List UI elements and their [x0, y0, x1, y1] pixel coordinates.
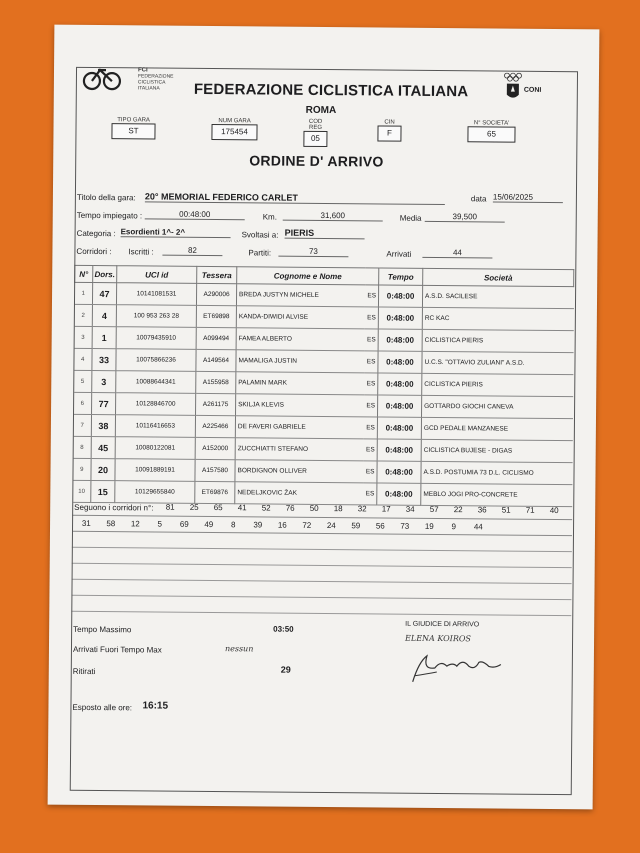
giudice-label: IL GIUDICE DI ARRIVO [405, 620, 480, 629]
col-header-uci: UCI id [117, 266, 197, 284]
city-label: ROMA [305, 104, 337, 117]
name-cell: NEDELJKOVIC ŽAK [235, 482, 363, 505]
following-rider-number: 17 [381, 504, 391, 514]
following-rider-number: 8 [231, 520, 236, 530]
following-rider-number: 81 [165, 502, 175, 512]
dors-cell: 47 [92, 282, 116, 304]
tessera-cell: A157580 [195, 459, 235, 481]
following-rider-number: 36 [477, 505, 487, 515]
pos-cell: 10 [73, 480, 91, 502]
societa-cell: GCD PEDALE MANZANESE [421, 417, 572, 440]
tempo-max-value: 03:50 [273, 624, 294, 634]
name-cell: MAMALIGA JUSTIN [236, 350, 364, 373]
dors-cell: 38 [91, 414, 115, 436]
following-rider-number: 16 [277, 520, 287, 530]
tessera-cell: A225466 [195, 415, 235, 437]
following-rider-number: 56 [375, 521, 385, 531]
following-label: Seguono i corridori n°: [74, 502, 154, 513]
date-label: data [470, 194, 487, 204]
tempo-cell: 0:48:00 [378, 329, 422, 351]
dors-cell: 15 [91, 480, 115, 502]
name-cell: KANDA-DIWIDI ALVISE [236, 306, 364, 329]
tipo-gara-field: TIPO GARA ST [111, 117, 155, 139]
tessera-cell: A155958 [196, 371, 236, 393]
pos-cell: 4 [74, 348, 92, 370]
uci-cell: 10116416653 [115, 415, 195, 438]
cat-cell: ES [363, 417, 377, 439]
tessera-cell: A152000 [195, 437, 235, 459]
following-rider-number: 5 [157, 519, 163, 529]
tessera-cell: A261175 [196, 393, 236, 415]
cat-cell: ES [363, 439, 377, 461]
name-cell: FAMEA ALBERTO [236, 328, 364, 351]
following-rider-number: 58 [106, 519, 116, 529]
uci-cell: 10075866236 [116, 349, 196, 372]
following-rider-number: 76 [285, 503, 295, 513]
coni-label: CONI [523, 86, 542, 94]
name-cell: DE FAVERI GABRIELE [235, 416, 363, 439]
pos-cell: 5 [74, 370, 92, 392]
pos-cell: 2 [74, 304, 92, 326]
uci-cell: 10128846700 [116, 393, 196, 416]
following-rider-number: 19 [424, 521, 434, 531]
partiti-label: Partiti: [248, 248, 272, 258]
cat-cell: ES [363, 461, 377, 483]
following-rider-number: 49 [204, 519, 214, 530]
following-rider-number: 31 [81, 518, 91, 528]
name-cell: PALAMIN MARK [236, 372, 364, 395]
cod-reg-field: COD REG 05 [303, 119, 327, 147]
fuori-tempo-value: nessun [224, 644, 254, 654]
dors-cell: 4 [92, 304, 116, 326]
tempo-cell: 0:48:00 [377, 417, 421, 439]
cat-cell: ES [363, 483, 377, 505]
following-rider-number: 57 [429, 504, 439, 515]
pos-cell: 6 [74, 392, 92, 414]
tessera-cell: ET69876 [195, 481, 235, 503]
pos-cell: 3 [74, 326, 92, 348]
race-place: PIERIS [285, 228, 365, 240]
following-rider-number: 9 [451, 522, 457, 532]
societa-cell: A.S.D. SACILESE [422, 285, 573, 308]
tempo-cell: 0:48:00 [377, 461, 421, 483]
tempo-cell: 0:48:00 [378, 395, 422, 417]
esposto-value: 16:15 [142, 700, 169, 712]
name-cell: SKILJA KLEVIS [236, 394, 364, 417]
numero-societa-field: N° SOCIETA' 65 [467, 120, 515, 142]
ritirati-label: Ritirati [72, 666, 96, 677]
race-avg: 39,500 [425, 212, 505, 223]
following-rider-number: 34 [405, 504, 415, 514]
tempo-cell: 0:48:00 [377, 439, 421, 461]
following-rider-number: 51 [501, 505, 511, 515]
societa-cell: CICLISTICA BUJESE - DIGAS [421, 439, 572, 462]
category-label: Categoria : [76, 228, 116, 239]
societa-cell: CICLISTICA PIERIS [422, 373, 573, 396]
col-header-tempo: Tempo [379, 268, 423, 285]
tempo-cell: 0:48:00 [378, 373, 422, 395]
col-header-tessera: Tessera [197, 266, 237, 283]
fci-logo-text: FCI FEDERAZIONE CICLISTICA ITALIANA [137, 67, 174, 92]
tempo-cell: 0:48:00 [377, 483, 421, 505]
following-rider-number: 24 [326, 521, 336, 531]
tempo-cell: 0:48:00 [378, 307, 422, 329]
race-date: 15/06/2025 [493, 192, 563, 203]
following-rider-number: 41 [237, 503, 247, 513]
name-cell: BREDA JUSTYN MICHELE [236, 284, 364, 307]
following-rider-number: 40 [549, 505, 559, 516]
dors-cell: 45 [91, 436, 115, 458]
following-rider-number: 32 [357, 504, 367, 514]
iscritti-label: Iscritti : [128, 247, 154, 257]
dors-cell: 3 [92, 370, 116, 392]
name-cell: ZUCCHIATTI STEFANO [235, 438, 363, 461]
dors-cell: 1 [92, 326, 116, 348]
riders-label: Corridori : [76, 246, 112, 257]
avg-label: Media [399, 213, 422, 223]
following-rider-number: 73 [400, 521, 410, 531]
tessera-cell: A290006 [196, 283, 236, 305]
following-rider-number: 39 [253, 520, 263, 530]
following-rider-number: 18 [333, 504, 343, 514]
col-header-societa: Società [423, 268, 574, 286]
col-header-dors: Dors. [93, 265, 117, 282]
dors-cell: 77 [92, 392, 116, 414]
following-rider-number: 52 [261, 503, 271, 513]
cat-cell: ES [364, 395, 378, 417]
uci-cell: 10088644341 [116, 371, 196, 394]
following-rider-number: 72 [302, 520, 312, 530]
name-cell: BORDIGNON OLLIVER [235, 460, 363, 483]
following-rider-number: 12 [130, 519, 140, 529]
uci-cell: 10129655840 [115, 481, 195, 504]
uci-cell: 10141081531 [116, 283, 196, 306]
iscritti-value: 82 [162, 246, 222, 257]
societa-cell: A.S.D. POSTUMIA 73 D.L. CICLISMO [421, 461, 572, 484]
race-category: Esordienti 1^- 2^ [121, 227, 231, 238]
uci-cell: 100 953 263 28 [116, 305, 196, 328]
num-gara-field: NUM GARA 175454 [211, 118, 257, 140]
arrivati-value: 44 [422, 248, 492, 259]
societa-cell: GOTTARDO GIOCHI CANEVA [422, 395, 573, 418]
race-time: 00:48:00 [145, 209, 245, 220]
race-km: 31,600 [283, 211, 383, 222]
giudice-name: ELENA KOIROS [405, 633, 471, 644]
cat-cell: ES [364, 285, 378, 307]
arrivati-label: Arrivati [386, 249, 412, 259]
dors-cell: 20 [91, 458, 115, 480]
following-rider-number: 59 [351, 521, 361, 531]
cat-cell: ES [364, 307, 378, 329]
tessera-cell: A099494 [196, 327, 236, 349]
following-rider-number: 71 [525, 505, 535, 515]
following-rider-number: 50 [309, 503, 319, 513]
societa-cell: U.C.S. "OTTAVIO ZULIANI" A.S.D. [422, 351, 573, 374]
col-header-name: Cognome e Nome [237, 267, 379, 285]
tempo-max-label: Tempo Massimo [73, 624, 132, 635]
uci-cell: 10079435910 [116, 327, 196, 350]
esposto-label: Esposto alle ore: [72, 702, 133, 713]
uci-cell: 10080122081 [115, 437, 195, 460]
sheet-frame [70, 67, 578, 795]
partiti-value: 73 [278, 247, 348, 258]
fuori-tempo-label: Arrivati Fuori Tempo Max [72, 644, 162, 655]
societa-cell: MEBLO JOGI PRO-CONCRETE [421, 483, 572, 506]
time-label: Tempo impiegato : [76, 210, 143, 221]
pos-cell: 9 [73, 458, 91, 480]
following-rider-number: 44 [473, 522, 483, 532]
cat-cell: ES [364, 329, 378, 351]
societa-cell: RC KAC [422, 307, 573, 330]
km-label: Km. [262, 212, 278, 222]
tessera-cell: A149564 [196, 349, 236, 371]
societa-cell: CICLISTICA PIERIS [422, 329, 573, 352]
cin-field: CIN F [377, 119, 401, 141]
tessera-cell: ET69898 [196, 305, 236, 327]
cat-cell: ES [364, 373, 378, 395]
federation-title: FEDERAZIONE CICLISTICA ITALIANA [193, 80, 469, 101]
cat-cell: ES [364, 351, 378, 373]
following-rider-number: 69 [179, 519, 189, 529]
dors-cell: 33 [92, 348, 116, 370]
race-title: 20° MEMORIAL FEDERICO CARLET [145, 191, 445, 205]
tempo-cell: 0:48:00 [378, 351, 422, 373]
ritirati-value: 29 [280, 664, 291, 675]
tempo-cell: 0:48:00 [378, 285, 422, 307]
pos-cell: 8 [73, 436, 91, 458]
uci-cell: 10091889191 [115, 459, 195, 482]
col-header-pos: N° [75, 265, 93, 282]
following-rider-number: 25 [189, 502, 199, 512]
pos-cell: 7 [73, 414, 91, 436]
following-rider-number: 22 [453, 505, 463, 515]
pos-cell: 1 [74, 282, 92, 304]
place-label: Svoltasi a: [241, 230, 279, 240]
following-rider-number: 65 [213, 503, 223, 513]
doc-title: ORDINE D' ARRIVO [249, 152, 384, 170]
results-sheet [48, 25, 600, 810]
race-title-label: Titolo della gara: [76, 192, 136, 203]
